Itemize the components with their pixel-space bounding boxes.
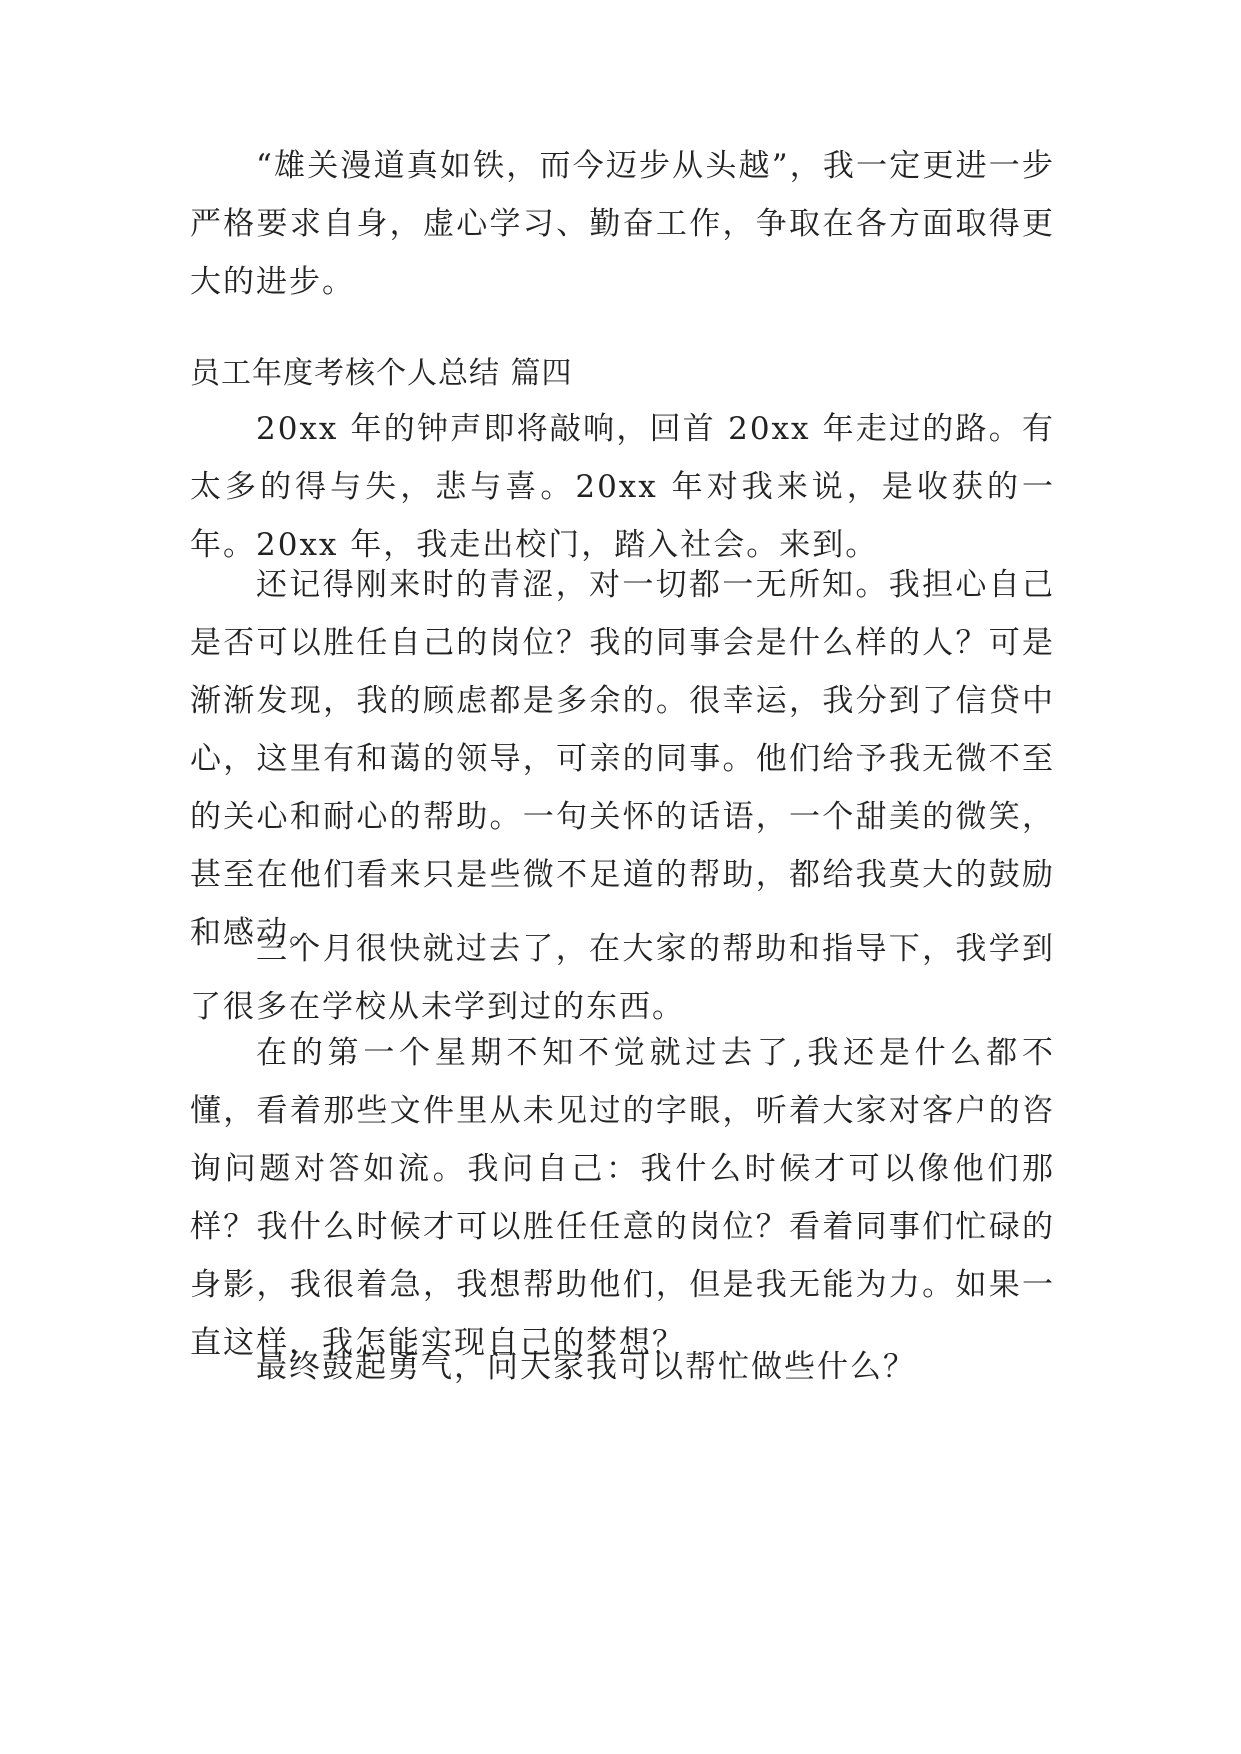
paragraph-intro: 20xx 年的钟声即将敲响，回首 20xx 年走过的路。有太多的得与失，悲与喜。20xx 年对我来说，是收获的一年。20xx 年，我走出校门，踏入社会。来到。 bbox=[190, 411, 1055, 563]
paragraph-memories: 还记得刚来时的青涩，对一切都一无所知。我担心自己是否可以胜任自己的岗位？我的同事会是什么样的人？可是渐渐发现，我的顾虑都是多余的。很幸运，我分到了信贷中心，这里有和蔼的领导，可亲的同事。他们给予我无微不至的关心和耐心的帮助。一句关怀的话语，一个甜美的微笑，甚至在他们看来只是些微不足道的帮助，都给我莫大的鼓励和感动。 bbox=[190, 567, 1055, 951]
paragraph-closing-quote: “雄关漫道真如铁，而今迈步从头越”，我一定更进一步严格要求自身，虚心学习、勤奋工作，争取在各方面取得更大的进步。 bbox=[190, 148, 1055, 300]
paragraph-first-week: 在的第一个星期不知不觉就过去了,我还是什么都不懂，看着那些文件里从未见过的字眼，听着大家对客户的咨询问题对答如流。我问自己：我什么时候才可以像他们那样？我什么时候才可以胜任任意的岗位？看着同事们忙碌的身影，我很着急，我想帮助他们，但是我无能为力。如果一直这样，我怎能实现自己的梦想？ bbox=[190, 1035, 1055, 1361]
paragraph-three-months: 三个月很快就过去了，在大家的帮助和指导下，我学到了很多在学校从未学到过的东西。 bbox=[190, 931, 1055, 1025]
section-title: 员工年度考核个人总结 篇四 bbox=[190, 356, 573, 391]
document-page bbox=[190, 0, 1055, 1754]
paragraph-courage: 最终鼓起勇气，问大家我可以帮忙做些什么？ bbox=[256, 1349, 916, 1385]
